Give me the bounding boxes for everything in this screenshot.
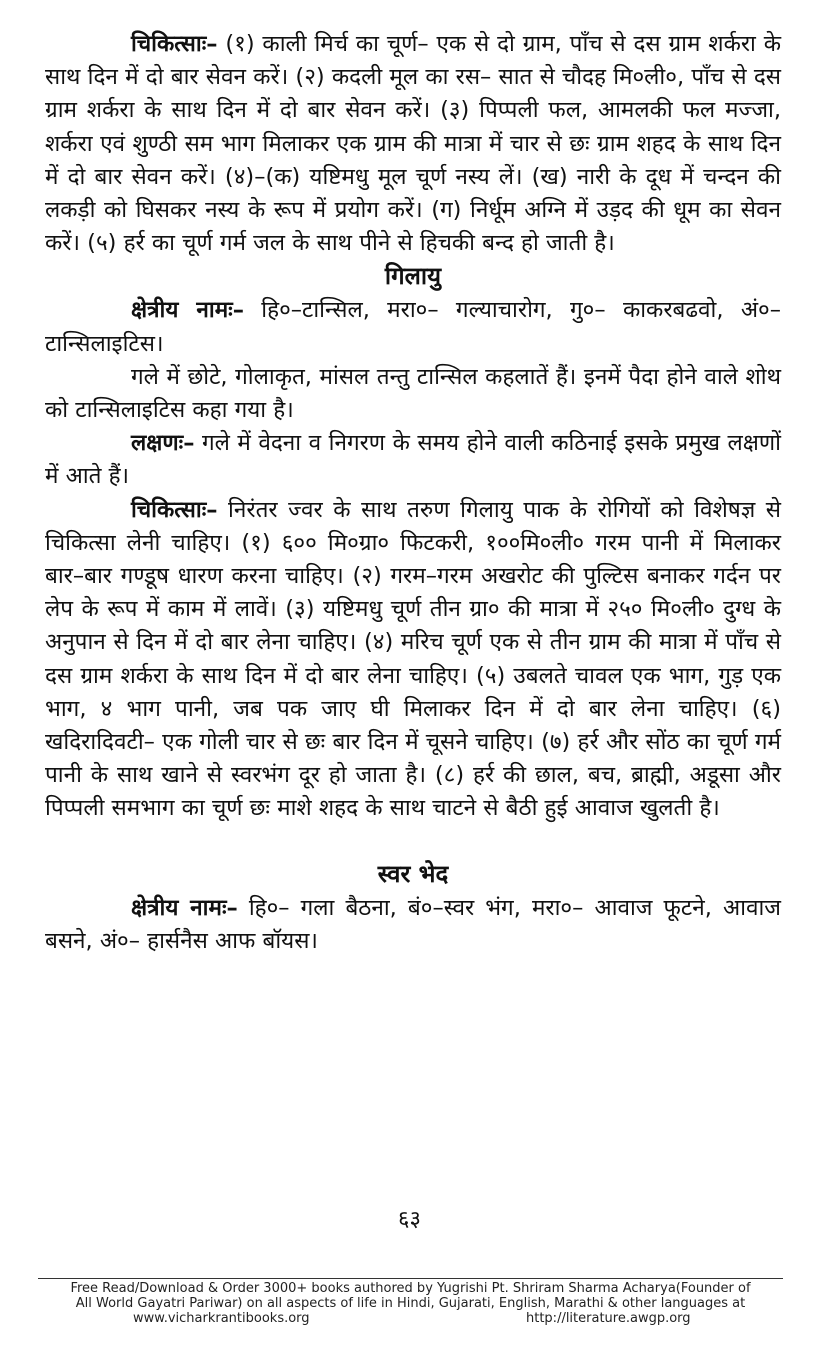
paragraph-text: हि०–टान्सिल, मरा०– गल्याचारोग, गु०– काकरबढवो, अं०– टान्सिलाइटिस। [45,297,781,357]
paragraph-text: निरंतर ज्वर के साथ तरुण गिलायु पाक के रोगियों को विशेषज्ञ से चिकित्सा लेनी चाहिए। (१) ६०० मि०ग्रा० फिटकरी, १००मि०ली० गरम पानी में मिलाकर बार–बार गण्डूष धारण करना चाहिए। (२) गरम–गरम अखरोट की पुल्टिस बनाकर गर्दन पर लेप के रूप में काम में लावें। (३) यष्टिमधु चूर्ण तीन ग्रा० की मात्रा में २५० मि०ली० दुग्ध के अनुपान से दिन में दो बार लेना चाहिए। (४) मरिच चूर्ण एक से तीन ग्राम की मात्रा में पाँच से दस ग्राम शर्करा के साथ दिन में दो बार लेना चाहिए। (५) उबलते चावल एक भाग, गुड़ एक भाग, ४ भाग पानी, जब पक जाए घी मिलाकर दिन में दो बार लेना चाहिए। (६) खदिरादिवटी– एक गोली चार से छः बार दिन में चूसने चाहिए। (७) हर्र और सोंठ का चूर्ण गर्म पानी के साथ खाने से स्वरभंग दूर हो जाता है। (८) हर्र की छाल, बच, ब्राह्मी, अडूसा और पिप्पली समभाग का चूर्ण छः माशे शहद के साथ चाटने से बैठी हुई आवाज खुलती है। [45,496,781,822]
paragraph-lead: चिकित्साः– [131,31,218,57]
paragraph-gilayu-description [45,361,781,427]
page-body [45,28,781,1068]
paragraph-kshetriya-naam-swar-bhed [45,892,781,958]
footer-divider [38,1278,783,1279]
footer-link-vicharkranti[interactable]: www.vicharkrantibooks.org [133,1311,310,1326]
paragraph-lead: चिकित्साः– [131,496,218,523]
section-heading-gilayu: गिलायु [384,262,442,291]
paragraph-lead: क्षेत्रीय नामः– [131,297,244,324]
footer-line-2: All World Gayatri Pariwar) on all aspects of life in Hindi, Gujarati, English, Marathi & other languages at [75,1296,746,1311]
footer-links [38,1311,783,1326]
paragraph-text: (१) काली मिर्च का चूर्ण– एक से दो ग्राम, पाँच से दस ग्राम शर्करा के साथ दिन में दो बार सेवन करें। (२) कदली मूल का रस– सात से चौदह मि०ली०, पाँच से दस ग्राम शर्करा के साथ दिन में दो बार सेवन करें। (३) पिप्पली फल, आमलकी फल मज्जा, शर्करा एवं शुण्ठी सम भाग मिलाकर एक ग्राम की मात्रा में चार से छः ग्राम शहद के साथ दिन में दो बार सेवन करें। (४)–(क) यष्टिमधु मूल चूर्ण नस्य लें। (ख) नारी के दूध में चन्दन की लकड़ी को घिसकर नस्य के रूप में प्रयोग करें। (ग) निर्धूम अग्नि में उड़द की धूम का सेवन करें। (५) हर्र का चूर्ण गर्म जल के साथ पीने से हिचकी बन्द हो जाती है। [45,31,781,257]
footer-link-literature[interactable]: http://literature.awgp.org [526,1311,691,1326]
section-heading-swar-bhed: स्वर भेद [377,859,449,888]
footer [38,1281,783,1326]
paragraph-chikitsa-hichki [45,28,781,260]
paragraph-text: गले में वेदना व निगरण के समय होने वाली कठिनाई इसके प्रमुख लक्षणों में आते हैं। [45,430,781,490]
page-number: ६३ [398,1207,421,1232]
paragraph-chikitsa-gilayu [45,494,781,826]
paragraph-lead: क्षेत्रीय नामः– [131,894,238,921]
paragraph-text: हि०– गला बैठना, बं०–स्वर भंग, मरा०– आवाज फूटने, आवाज बसने, अं०– हार्सनैस आफ बॉयस। [45,894,781,954]
paragraph-text: गले में छोटे, गोलाकृत, मांसल तन्तु टान्सिल कहलातें हैं। इनमें पैदा होने वाले शोथ को टान्सिलाइटिस कहा गया है। [45,363,781,424]
footer-line-1: Free Read/Download & Order 3000+ books authored by Yugrishi Pt. Shriram Sharma Acharya(Founder of [70,1281,751,1296]
paragraph-lakshan [45,427,781,493]
paragraph-kshetriya-naam-gilayu [45,294,781,360]
paragraph-lead: लक्षणः– [131,430,195,457]
